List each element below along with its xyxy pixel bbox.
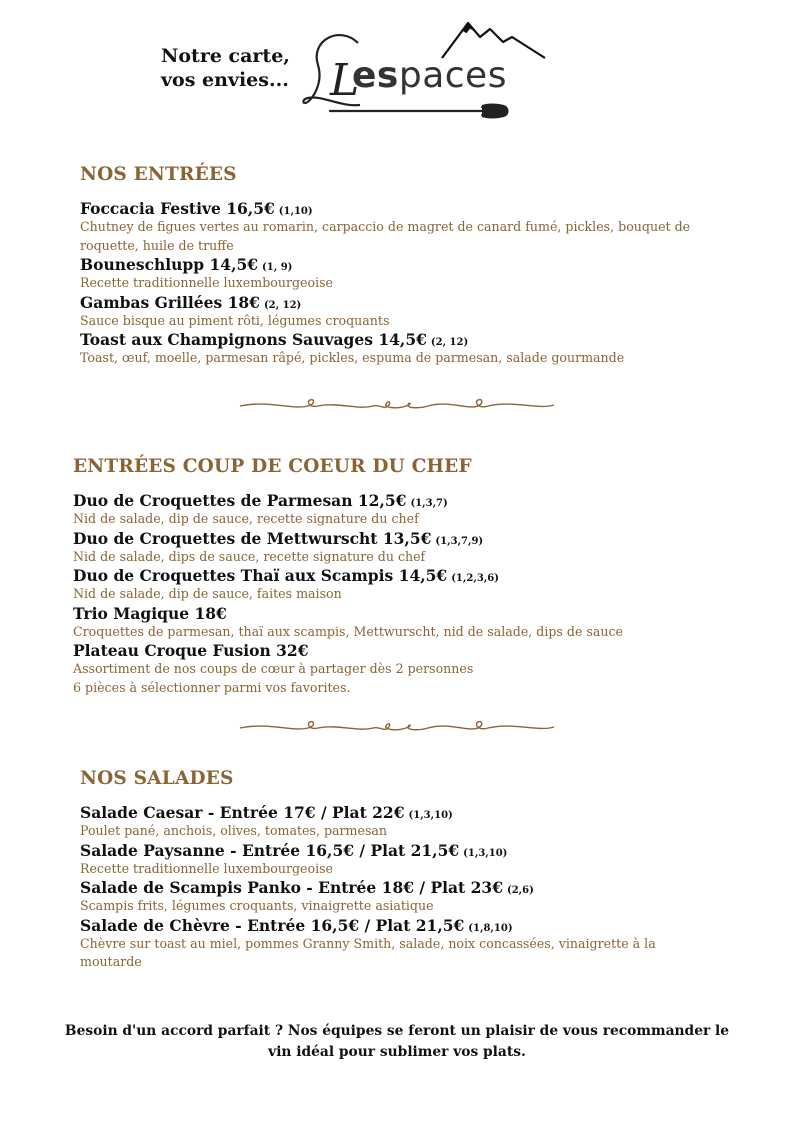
item-allergens: (1,3,7,9) (435, 535, 484, 547)
item-description: Nid de salade, dip de sauce, recette signature du chef (73, 511, 419, 526)
item-allergens: (2, 12) (263, 299, 302, 311)
item-description: Toast, œuf, moelle, parmesan râpé, pickles, espuma de parmesan, salade gourmande (80, 350, 625, 365)
item-name: Toast aux Champignons Sauvages 14,5€ (80, 330, 427, 349)
item-description: Recette traditionnelle luxembourgeoise (80, 275, 334, 290)
item-name: Duo de Croquettes Thaï aux Scampis 14,5€ (73, 566, 448, 585)
menu-item (73, 604, 733, 642)
item-name: Salade Caesar - Entrée 17€ / Plat 22€ (80, 803, 405, 822)
menu-item (80, 199, 720, 255)
menu-item (80, 916, 720, 972)
item-description: Chèvre sur toast au miel, pommes Granny Smith, salade, noix concassées, vinaigrette à la moutarde (80, 935, 656, 969)
section-title: NOS SALADES (80, 768, 234, 789)
item-allergens: (1,8,10) (468, 922, 513, 934)
section-title: NOS ENTRÉES (80, 164, 237, 185)
item-allergens: (1,3,7) (410, 498, 448, 509)
restaurant-logo (300, 15, 550, 125)
item-name: Plateau Croque Fusion 32€ (73, 641, 309, 660)
section-coup-de-coeur (73, 456, 733, 697)
item-description: Sauce bisque au piment rôti, légumes croquants (80, 312, 390, 328)
menu-item (73, 491, 733, 529)
item-name: Duo de Croquettes de Parmesan 12,5€ (73, 491, 407, 510)
menu-item (80, 841, 720, 879)
item-description: Chutney de figues vertes au romarin, carpaccio de magret de canard fumé, pickles, bouquet de roquette, huile de truffe (80, 219, 691, 253)
menu-item (80, 293, 720, 331)
tagline-line-1: Notre carte, (161, 45, 290, 67)
item-allergens: (1,3,10) (463, 847, 508, 859)
item-name: Foccacia Festive 16,5€ (80, 199, 275, 218)
item-name: Gambas Grillées 18€ (80, 292, 260, 312)
item-name: Salade de Scampis Panko - Entrée 18€ / Plat 23€ (80, 878, 503, 897)
menu-item (80, 330, 720, 368)
item-description: Croquettes de parmesan, thaï aux scampis, Mettwurscht, nid de salade, dips de sauce (73, 623, 624, 639)
menu-item (80, 803, 720, 841)
tagline (161, 44, 290, 92)
item-name: Duo de Croquettes de Mettwurscht 13,5€ (73, 528, 432, 548)
logo-text-bold: es (352, 55, 399, 96)
item-allergens: (1,10) (278, 206, 313, 217)
item-allergens: (1,2,3,6) (451, 573, 499, 584)
item-name: Salade Paysanne - Entrée 16,5€ / Plat 21,5€ (80, 840, 460, 860)
item-name: Trio Magique 18€ (73, 603, 227, 623)
menu-header (0, 0, 794, 130)
ornament-divider-icon (238, 716, 556, 738)
section-title: ENTRÉES COUP DE COEUR DU CHEF (73, 456, 472, 477)
item-description: Recette traditionnelle luxembourgeoise (80, 860, 334, 876)
item-description: Scampis frits, légumes croquants, vinaigrette asiatique (80, 898, 434, 913)
wine-pairing-note: Besoin d'un accord parfait ? Nos équipes se feront un plaisir de vous recommander le vin idéal pour sublimer vos plats. (64, 1023, 730, 1060)
section-salades (80, 768, 720, 972)
item-description-secondary: 6 pièces à sélectionner parmi vos favorites. (73, 679, 351, 695)
menu-item (80, 255, 720, 293)
ornament-divider-icon (238, 394, 556, 416)
menu-item (80, 878, 720, 916)
logo-text-rest: paces (398, 55, 507, 96)
item-name: Salade de Chèvre - Entrée 16,5€ / Plat 21,5€ (80, 915, 465, 935)
logo-initial: L (330, 55, 360, 106)
item-allergens: (2, 12) (430, 337, 469, 348)
menu-item (73, 529, 733, 567)
item-allergens: (1,3,10) (408, 810, 453, 821)
menu-item (73, 641, 733, 697)
tagline-line-2: vos envies... (161, 69, 289, 91)
item-description: Nid de salade, dips de sauce, recette signature du chef (73, 548, 426, 564)
item-allergens: (2,6) (506, 885, 534, 896)
menu-item (73, 566, 733, 604)
item-description: Poulet pané, anchois, olives, tomates, parmesan (80, 823, 388, 838)
section-entrees (80, 164, 720, 368)
item-name: Bouneschlupp 14,5€ (80, 255, 259, 274)
logo-wordmark (352, 55, 507, 96)
item-description: Nid de salade, dip de sauce, faites maison (73, 586, 342, 601)
item-allergens: (1, 9) (262, 262, 293, 273)
item-description: Assortiment de nos coups de cœur à partager dès 2 personnes (73, 661, 474, 676)
